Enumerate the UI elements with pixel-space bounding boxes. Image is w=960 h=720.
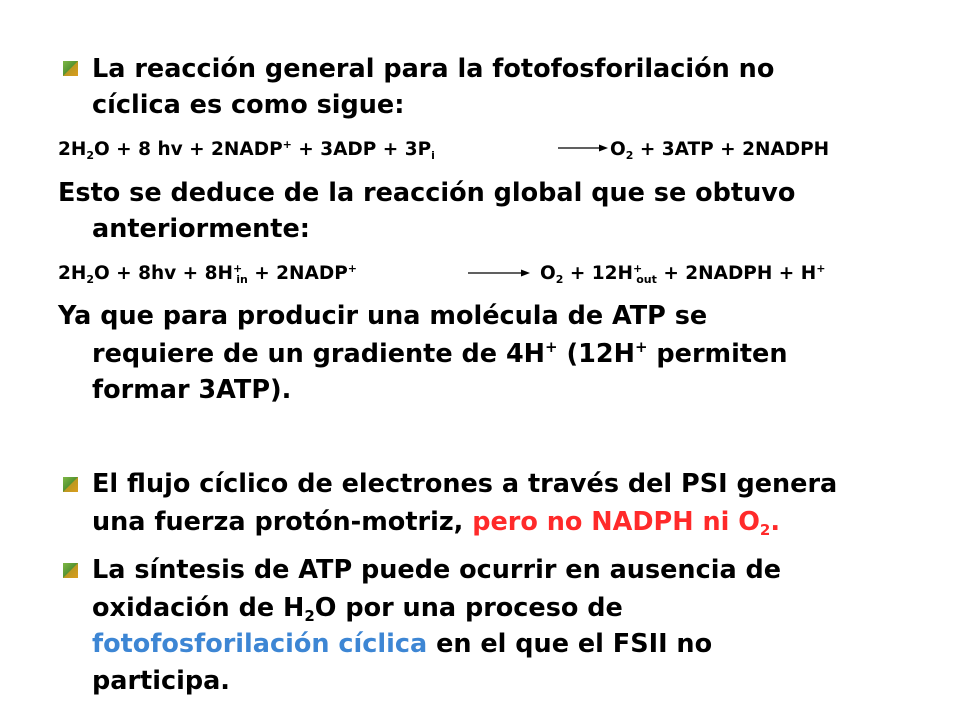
equation-1-products: $O_2 + 3ATP$ + 2NADPH <box>610 139 830 162</box>
highlight-red: pero no NADPH ni $O_2$. <box>472 507 781 539</box>
paragraph-3-line-1: Ya que para producir una molécula de ATP se <box>58 301 708 331</box>
paragraph-5-line-1: La síntesis de ATP puede ocurrir en ausencia de <box>92 555 782 585</box>
reaction-arrow-2 <box>468 268 530 278</box>
paragraph-5-line-3: fotofosforilación cíclica en el que el FSII no <box>92 629 713 659</box>
paragraph-2-line-2: anteriormente: <box>92 214 310 244</box>
paragraph-3-line-3: formar 3ATP). <box>92 375 292 405</box>
paragraph-1-line-2: cíclica es como sigue: <box>92 90 405 120</box>
equation-1: $2H_2O + 8$ hv + 2NADP+ + $3ADP + 3P_i$ <box>58 138 435 162</box>
equation-2: $2H_2O + 8hv + 8H^+_{in}$ + 2NADP+ <box>58 262 357 286</box>
paragraph-5-line-4: participa. <box>92 666 230 696</box>
paragraph-5-line-2: oxidación de $H_2O$ por una proceso de <box>92 593 623 625</box>
reaction-arrow-1 <box>558 143 608 153</box>
paragraph-1-line-1: La reacción general para la fotofosforilación no <box>92 54 775 84</box>
bullet-icon <box>62 60 79 77</box>
paragraph-4-line-1: El flujo cíclico de electrones a través del PSI genera <box>92 469 838 499</box>
bullet-icon <box>62 562 79 579</box>
highlight-blue: fotofosforilación cíclica <box>92 629 428 659</box>
paragraph-2-line-1: Esto se deduce de la reacción global que se obtuvo <box>58 178 796 208</box>
paragraph-3-line-2: requiere de un gradiente de 4H+ (12H+ permiten <box>92 338 788 369</box>
equation-2-products: $O_2 + 12H^+_{out}$ + 2NADPH + H+ <box>540 262 826 286</box>
bullet-icon <box>62 476 79 493</box>
paragraph-4-line-2: una fuerza protón-motriz, pero no NADPH ni $O_2$. <box>92 507 781 539</box>
